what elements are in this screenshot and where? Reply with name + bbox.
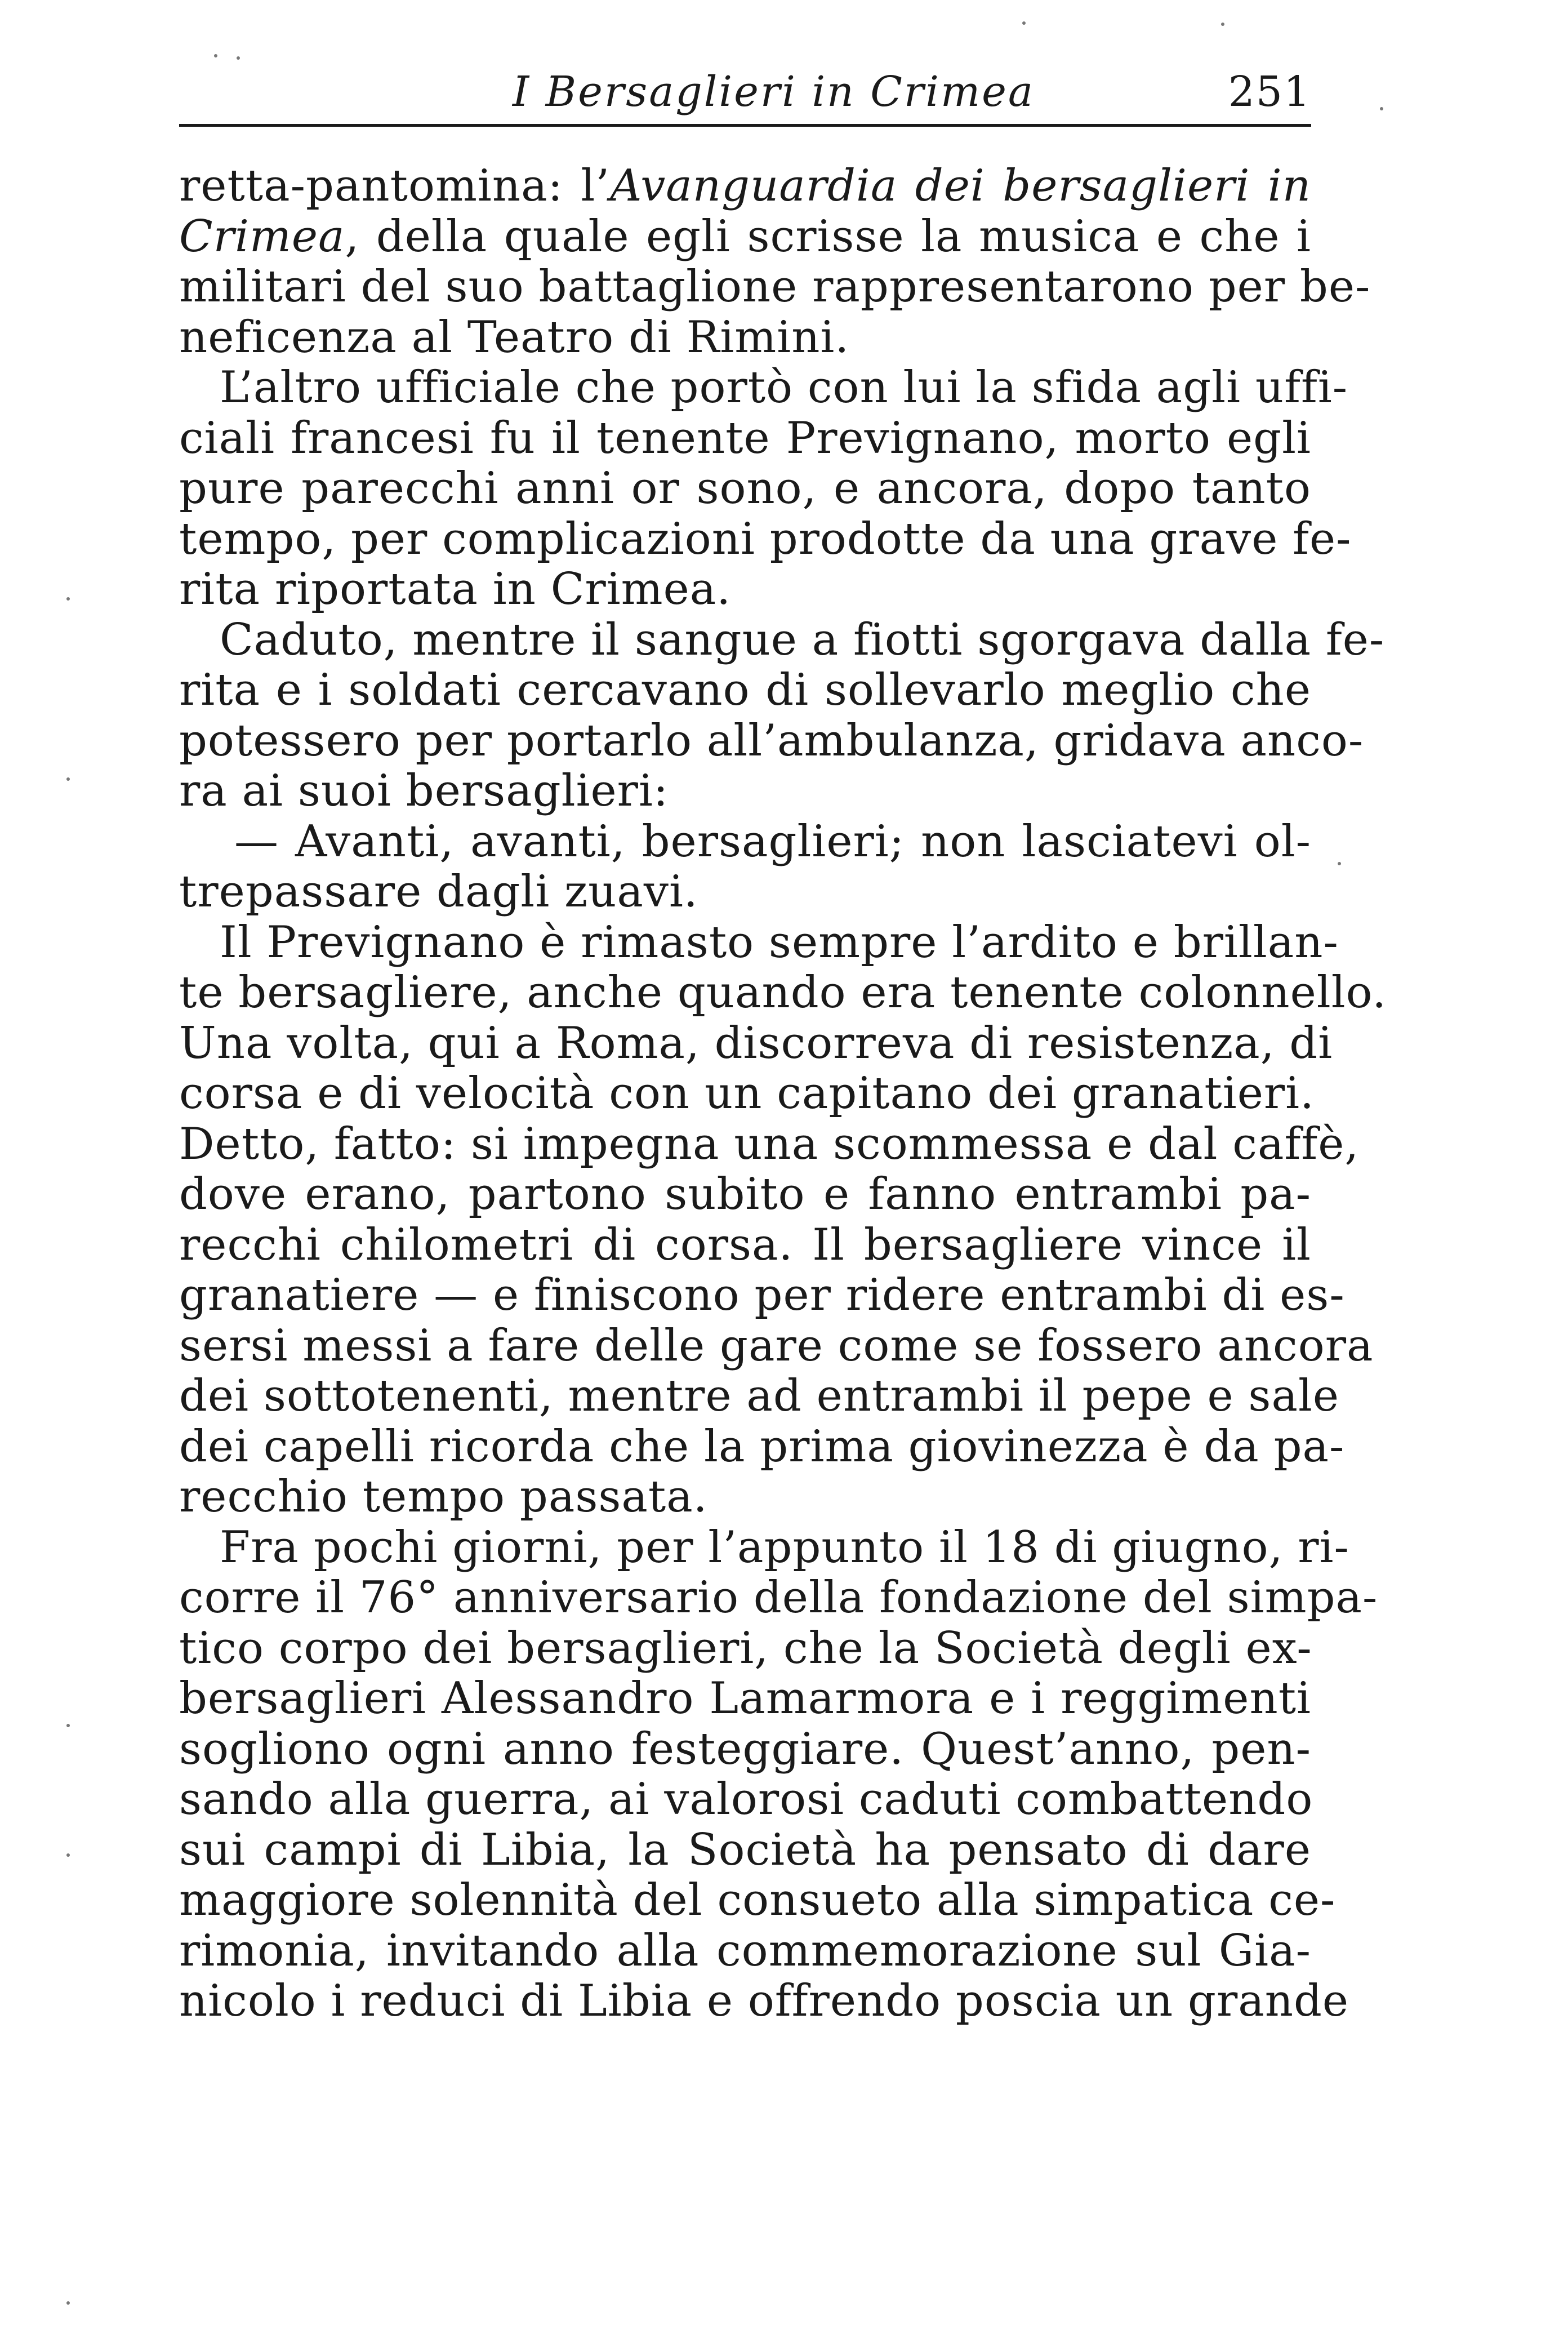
text-line: maggiore solennità del consueto alla simpatica ce- [179,1875,1336,1926]
scan-speck [237,56,240,60]
scan-speck [1221,23,1224,26]
scan-speck [66,777,70,781]
scan-speck [66,1724,70,1727]
text-line: trepassare dagli zuavi. [179,866,698,917]
text-line: rimonia, invitando alla commemorazione sul Gia- [179,1925,1311,1976]
text-line: ra ai suoi bersaglieri: [179,766,669,816]
text-line: Detto, fatto: si impegna una scommessa e dal caffè, [179,1118,1360,1170]
text-line: Il Prevignano è rimasto sempre l’ardito e brillan- [220,917,1339,968]
text-line: sogliono ogni anno festeggiare. Quest’anno, pen- [179,1723,1311,1775]
scan-speck [214,54,217,57]
text-line: potessero per portarlo all’ambulanza, gridava anco- [179,715,1364,766]
header-rule [179,124,1311,127]
text-line: tempo, per complicazioni prodotte da una grave fe- [179,513,1352,564]
text-line: dei capelli ricorda che la prima giovinezza è da pa- [179,1421,1345,1472]
scan-speck [1380,107,1383,110]
page-header [179,63,1311,131]
text-line: L’altro ufficiale che portò con lui la sfida agli uffi- [220,362,1348,413]
text-line: pure parecchi anni or sono, e ancora, dopo tanto [179,463,1311,514]
text-line: recchi chilometri di corsa. Il bersagliere vince il [179,1219,1311,1270]
text-line: dove erano, partono subito e fanno entrambi pa- [179,1169,1311,1220]
text-line: retta-pantomina: l’Avanguardia dei bersaglieri in [179,161,1311,211]
scan-speck [66,1853,70,1857]
scan-speck [1338,862,1341,865]
text-line: neficenza al Teatro di Rimini. [179,312,850,363]
text-line: militari del suo battaglione rappresentarono per be- [179,261,1371,312]
text-line: sui campi di Libia, la Società ha pensato di dare [179,1824,1311,1875]
text-line: nicolo i reduci di Libia e offrendo poscia un grande [179,1976,1349,2026]
text-line: rita e i soldati cercavano di sollevarlo meglio che [179,665,1311,715]
text-line: bersaglieri Alessandro Lamarmora e i reggimenti [179,1673,1311,1724]
text-line: Crimea, della quale egli scrisse la musica e che i [179,211,1311,262]
text-line: — Avanti, avanti, bersaglieri; non lasciatevi ol- [234,816,1311,867]
text-line: te bersagliere, anche quando era tenente colonnello. [179,967,1387,1018]
text-line: granatiere — e finiscono per ridere entrambi di es- [179,1270,1345,1320]
text-line: tico corpo dei bersaglieri, che la Società degli ex- [179,1622,1312,1674]
text-line: sersi messi a fare delle gare come se fossero ancora [179,1320,1374,1371]
text-line: Caduto, mentre il sangue a fiotti sgorgava dalla fe- [220,614,1385,665]
text-line: dei sottotenenti, mentre ad entrambi il pepe e sale [179,1371,1340,1421]
body-text [179,161,1387,2027]
scan-speck [66,2301,70,2305]
page-number: 251 [1228,68,1311,116]
text-line: corsa e di velocità con un capitano dei granatieri. [179,1068,1315,1119]
text-line: sando alla guerra, ai valorosi caduti combattendo [179,1774,1313,1825]
scan-speck [66,597,70,601]
scan-speck [1022,21,1026,25]
text-line: Fra pochi giorni, per l’appunto il 18 di giugno, ri- [220,1522,1349,1573]
text-line: recchio tempo passata. [179,1471,708,1522]
running-title: I Bersaglieri in Crimea [513,68,1035,116]
text-line: ciali francesi fu il tenente Prevignano, morto egli [179,412,1311,464]
text-line: corre il 76° anniversario della fondazione del simpa- [179,1572,1378,1623]
text-line: Una volta, qui a Roma, discorreva di resistenza, di [179,1017,1333,1069]
text-line: rita riportata in Crimea. [179,564,732,615]
